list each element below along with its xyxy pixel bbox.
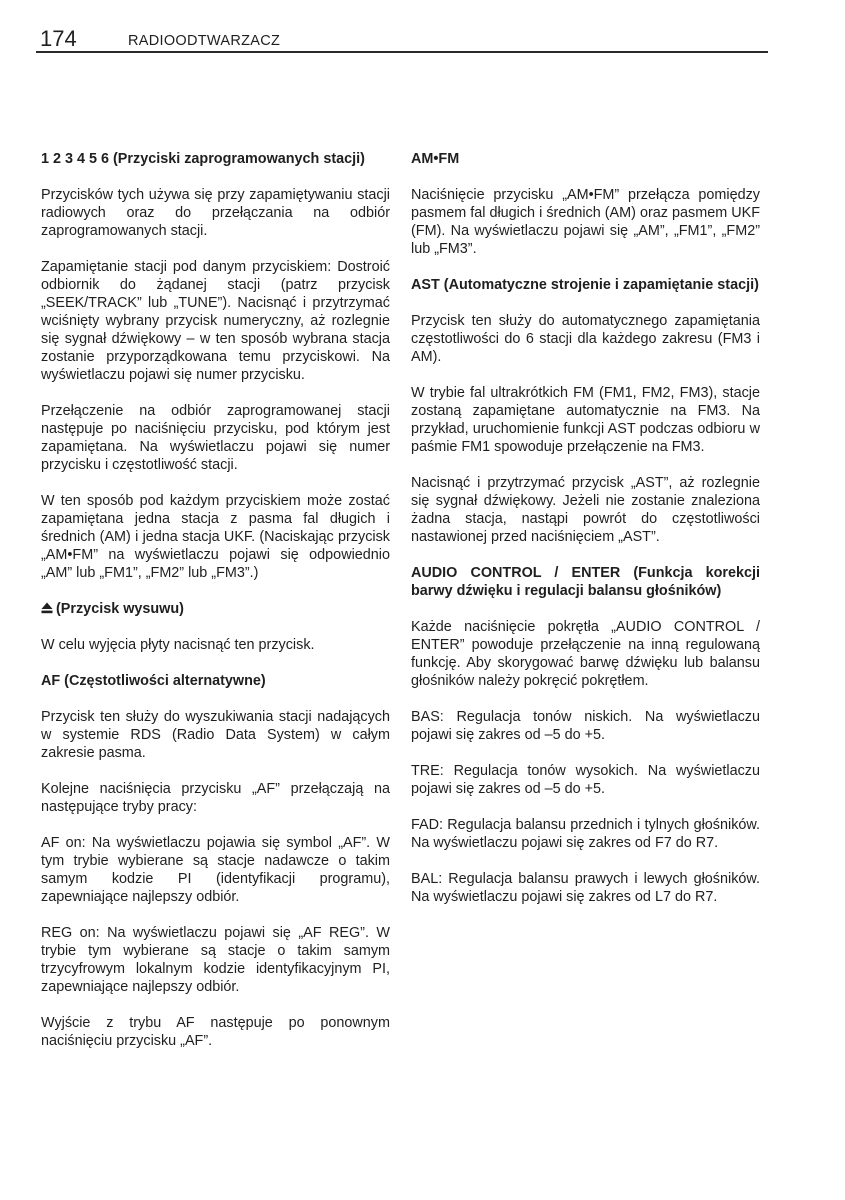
audio-tre-paragraph: TRE: Regulacja tonów wysokich. Na wyświetlaczu pojawi się zakres od –5 do +5. [411,763,760,797]
presets-paragraph-2: Zapamiętanie stacji pod danym przyciskiem: Dostroić odbiornik do żądanej stacji (patrz przycisk „SEEK/TRACK” lub „TUNE”). Nacisnąć i przytrzymać wciśnięty wybrany przycisk numeryczny, aż rozlegnie się sygnał dźwiękowy – w ten sposób wybrana stacja zostanie przyporządkowana temu przyciskowi. Na wyświetlaczu pojawi się numer przycisku. [41,259,390,383]
page-number: 174 [40,26,77,51]
presets-paragraph-1: Przycisków tych używa się przy zapamiętywaniu stacji radiowych oraz do przełączania na odbiór zaprogramowanych stacji. [41,187,390,239]
af-paragraph-1: Przycisk ten służy do wyszukiwania stacji nadających w systemie RDS (Radio Data System) w całym zakresie pasma. [41,709,390,761]
header-rule [36,51,768,53]
eject-icon [41,602,53,614]
amfm-heading: AM•FM [411,151,460,167]
af-heading: AF (Częstotliwości alternatywne) [41,673,266,689]
eject-heading-text: (Przycisk wysuwu) [56,601,184,617]
section-title: RADIOODTWARZACZ [128,33,281,49]
ast-paragraph-3: Nacisnąć i przytrzymać przycisk „AST”, aż rozlegnie się sygnał dźwiękowy. Jeżeli nie zostanie znaleziona żadna stacja, nastąpi powrót do częstotliwości nastawionej przed naciśnięciem „AST”. [411,475,760,545]
audio-fad-paragraph: FAD: Regulacja balansu przednich i tylnych głośników. Na wyświetlaczu pojawi się zakres od F7 do R7. [411,817,760,851]
eject-heading [41,600,390,618]
eject-paragraph-1: W celu wyjęcia płyty nacisnąć ten przycisk. [41,637,315,653]
af-paragraph-5: Wyjście z trybu AF następuje po ponownym naciśnięciu przycisku „AF”. [41,1015,390,1049]
ast-paragraph-2: W trybie fal ultrakrótkich FM (FM1, FM2, FM3), stacje zostaną zapamiętane automatycznie na FM3. Na przykład, uruchomienie funkcji AST podczas odbioru w paśmie FM1 spowoduje przełączenie na FM3. [411,385,760,455]
amfm-paragraph-1: Naciśnięcie przycisku „AM•FM” przełącza pomiędzy pasmem fal długich i średnich (AM) oraz pasmem UKF (FM). Na wyświetlaczu pojawi się „AM”, „FM1”, „FM2” lub „FM3”. [411,187,760,257]
presets-paragraph-3: Przełączenie na odbiór zaprogramowanej stacji następuje po naciśnięciu przycisku, pod którym jest zapamiętana. Na wyświetlaczu pojawi się numer przycisku i częstotliwość stacji. [41,403,390,473]
audio-control-heading: AUDIO CONTROL / ENTER (Funkcja korekcji barwy dźwięku i regulacji balansu głośników) [411,565,760,599]
audio-control-paragraph-1: Każde naciśnięcie pokrętła „AUDIO CONTROL / ENTER” powoduje przełączenie na inną regulowaną funkcję. Aby skorygować barwę dźwięku lub balansu głośników należy pokręcić pokrętłem. [411,619,760,689]
ast-paragraph-1: Przycisk ten służy do automatycznego zapamiętania częstotliwości do 6 stacji dla każdego zakresu (FM3 i AM). [411,313,760,365]
audio-bas-paragraph: BAS: Regulacja tonów niskich. Na wyświetlaczu pojawi się zakres od –5 do +5. [411,709,760,743]
ast-heading: AST (Automatyczne strojenie i zapamiętanie stacji) [411,277,759,293]
audio-bal-paragraph: BAL: Regulacja balansu prawych i lewych głośników. Na wyświetlaczu pojawi się zakres od L7 do R7. [411,871,760,905]
af-paragraph-4: REG on: Na wyświetlaczu pojawi się „AF REG”. W trybie tym wybierane są stacje o takim samym trzycyfrowym lokalnym kodzie identyfikacyjnym PI, zapewniające najlepszy odbiór. [41,925,390,995]
af-paragraph-3: AF on: Na wyświetlaczu pojawia się symbol „AF”. W tym trybie wybierane są stacje nadawcze o takim samym kodzie PI (identyfikacji programu), zapewniające najlepszy odbiór. [41,835,390,905]
left-column [41,150,390,1068]
af-paragraph-2: Kolejne naciśnięcia przycisku „AF” przełączają na następujące tryby pracy: [41,781,390,815]
right-column [411,150,760,924]
presets-paragraph-4: W ten sposób pod każdym przyciskiem może zostać zapamiętana jedna stacja z pasma fal długich i średnich (AM) i jedna stacja UKF. (Naciskając przycisk „AM•FM” na wyświetlaczu pojawi się odpowiednio „AM” lub „FM1”, „FM2” lub „FM3”.) [41,493,390,581]
page-header [36,26,768,54]
presets-heading: 1 2 3 4 5 6 (Przyciski zaprogramowanych stacji) [41,151,365,167]
